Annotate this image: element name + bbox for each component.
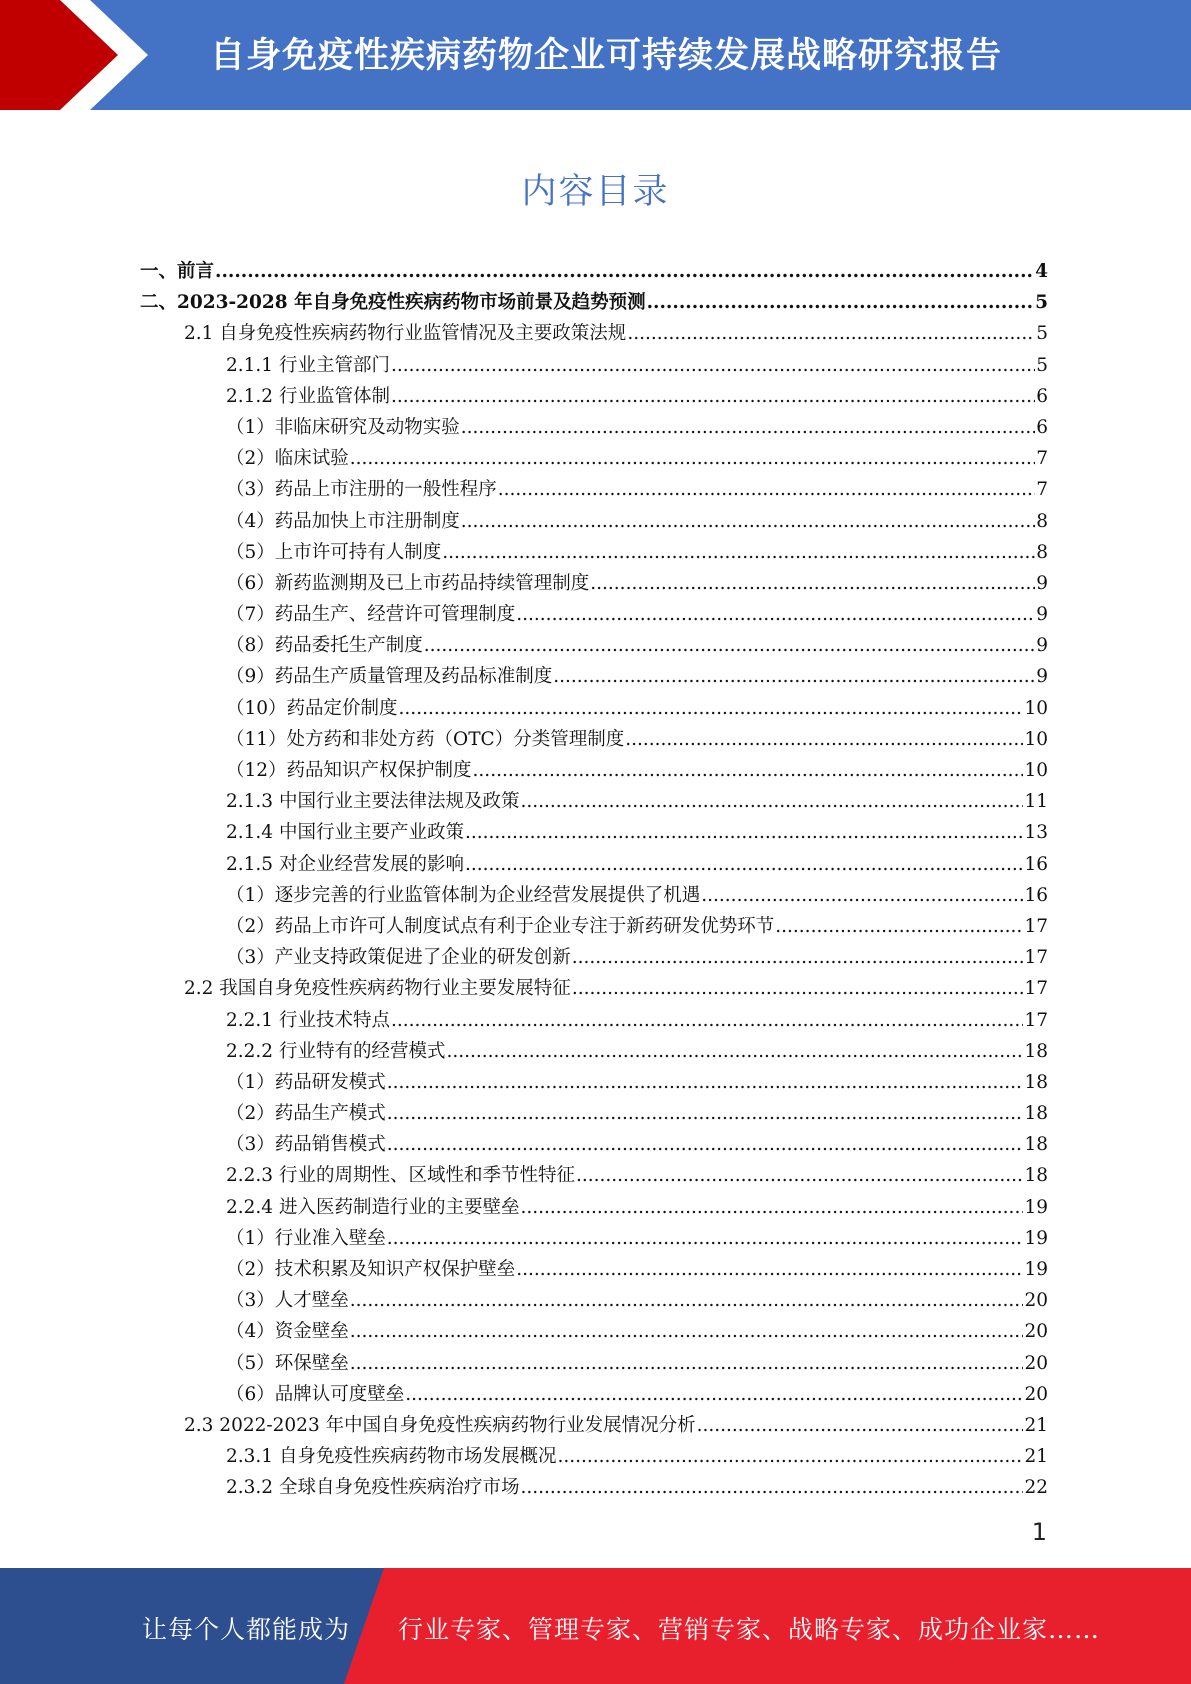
toc-entry-label: （5）上市许可持有人制度 [226, 541, 442, 563]
toc-entry-page: 7 [1036, 448, 1048, 470]
toc-entry[interactable] [140, 817, 1048, 848]
toc-entry[interactable] [140, 755, 1048, 786]
toc-dot-leader [405, 1379, 1023, 1410]
toc-entry-page: 9 [1036, 572, 1048, 594]
toc-entry[interactable] [140, 1005, 1048, 1036]
toc-dot-leader [215, 256, 1034, 287]
toc-entry-page: 16 [1024, 853, 1048, 875]
toc-entry-label: 2.3 2022-2023 年中国自身免疫性疾病药物行业发展情况分析 [184, 1414, 696, 1436]
toc-dot-leader [697, 1410, 1024, 1441]
toc-entry-page: 10 [1024, 760, 1048, 781]
toc-dot-leader [442, 537, 1035, 568]
toc-entry-page: 13 [1024, 822, 1048, 844]
toc-dot-leader [576, 1160, 1023, 1191]
toc-entry-label: （1）行业准入壁垒 [226, 1227, 386, 1249]
toc-entry-page: 21 [1024, 1446, 1048, 1468]
toc-entry-label: 2.3.1 自身免疫性疾病药物市场发展概况 [226, 1446, 557, 1468]
toc-entry-label: （6）品牌认可度壁垒 [226, 1383, 405, 1405]
toc-entry-label: 2.3.2 全球自身免疫性疾病治疗市场 [226, 1477, 520, 1499]
toc-entry-page: 21 [1024, 1414, 1048, 1436]
toc-entry-label: （3）人才壁垒 [226, 1290, 349, 1312]
table-of-contents [140, 256, 1048, 1504]
toc-dot-leader [557, 1441, 1023, 1472]
toc-entry-label: 2.1.2 行业监管体制 [226, 385, 390, 407]
toc-dot-leader [473, 755, 1024, 786]
toc-entry[interactable] [140, 350, 1048, 381]
toc-title: 内容目录 [521, 172, 670, 212]
toc-entry-page: 9 [1036, 666, 1048, 688]
toc-entry[interactable] [140, 630, 1048, 661]
toc-entry-label: （10）药品定价制度 [226, 697, 398, 719]
toc-entry-label: 2.1.4 中国行业主要产业政策 [226, 822, 464, 844]
toc-entry-label: （9）药品生产质量管理及药品标准制度 [226, 666, 553, 688]
toc-entry-label: 2.1.3 中国行业主要法律法规及政策 [226, 791, 520, 813]
toc-entry-label: （2）药品上市许可人制度试点有利于企业专注于新药研发优势环节 [226, 915, 775, 937]
toc-entry-label: （2）临床试验 [226, 448, 349, 470]
toc-entry[interactable] [140, 693, 1048, 724]
toc-entry-label: 2.2.1 行业技术特点 [226, 1009, 390, 1031]
toc-entry[interactable] [140, 537, 1048, 568]
toc-entry-label: （1）药品研发模式 [226, 1071, 386, 1093]
toc-entry[interactable] [140, 287, 1048, 318]
toc-dot-leader [399, 693, 1024, 724]
toc-entry[interactable] [140, 1192, 1048, 1223]
toc-entry-label: （7）药品生产、经营许可管理制度 [226, 604, 516, 626]
toc-entry-page: 18 [1024, 1165, 1048, 1187]
toc-entry[interactable] [140, 1223, 1048, 1254]
toc-entry-label: （2）药品生产模式 [226, 1103, 386, 1125]
toc-entry-label: （5）环保壁垒 [226, 1352, 349, 1374]
toc-entry[interactable] [140, 849, 1048, 880]
toc-entry[interactable] [140, 1379, 1048, 1410]
toc-entry-page: 6 [1036, 416, 1048, 438]
toc-entry-label: （3）药品上市注册的一般性程序 [226, 479, 497, 501]
toc-entry-label: （8）药品委托生产制度 [226, 635, 423, 657]
toc-entry[interactable] [140, 599, 1048, 630]
toc-dot-leader [572, 973, 1024, 1004]
toc-entry[interactable] [140, 1160, 1048, 1191]
toc-entry[interactable] [140, 474, 1048, 505]
toc-entry-page: 18 [1024, 1103, 1048, 1125]
toc-dot-leader [461, 412, 1035, 443]
toc-entry-label: （11）处方药和非处方药（OTC）分类管理制度 [226, 728, 625, 750]
toc-entry-page: 17 [1024, 915, 1048, 937]
toc-entry-label: （3）药品销售模式 [226, 1134, 386, 1156]
toc-entry[interactable] [140, 1348, 1048, 1379]
toc-entry-page: 18 [1024, 1071, 1048, 1093]
toc-entry-page: 16 [1024, 884, 1048, 906]
page-footer [0, 1568, 1191, 1684]
toc-entry-page: 18 [1024, 1040, 1048, 1062]
toc-entry[interactable] [140, 1129, 1048, 1160]
toc-dot-leader [350, 443, 1035, 474]
toc-dot-leader [647, 287, 1035, 318]
toc-entry-page: 8 [1036, 510, 1048, 532]
toc-entry-page: 18 [1024, 1134, 1048, 1156]
toc-entry-page: 9 [1036, 604, 1048, 626]
toc-entry-page: 19 [1024, 1259, 1048, 1280]
toc-entry-label: （4）资金壁垒 [226, 1321, 349, 1343]
toc-dot-leader [627, 318, 1035, 349]
toc-entry-page: 11 [1024, 791, 1048, 813]
toc-dot-leader [350, 1348, 1024, 1379]
toc-entry[interactable] [140, 1410, 1048, 1441]
toc-dot-leader [572, 942, 1024, 973]
toc-entry[interactable] [140, 724, 1048, 755]
toc-entry-label: 2.2.2 行业特有的经营模式 [226, 1040, 446, 1062]
toc-dot-leader [387, 1223, 1024, 1254]
toc-entry[interactable] [140, 568, 1048, 599]
toc-entry-page: 10 [1024, 728, 1048, 750]
toc-entry-page: 20 [1024, 1383, 1048, 1405]
toc-entry-page: 20 [1024, 1321, 1048, 1343]
toc-dot-leader [520, 1192, 1023, 1223]
toc-dot-leader [498, 474, 1035, 505]
toc-dot-leader [391, 350, 1035, 381]
toc-dot-leader [391, 381, 1035, 412]
toc-entry-page: 17 [1024, 978, 1048, 1000]
toc-entry[interactable] [140, 506, 1048, 537]
toc-entry-page: 8 [1036, 541, 1048, 563]
toc-entry-label: 一、前言 [140, 261, 215, 282]
toc-entry[interactable] [140, 973, 1048, 1004]
toc-entry[interactable] [140, 1285, 1048, 1316]
toc-entry-label: 2.1 自身免疫性疾病药物行业监管情况及主要政策法规 [184, 323, 627, 345]
toc-entry-label: 2.1.1 行业主管部门 [226, 354, 390, 376]
toc-dot-leader [391, 1005, 1023, 1036]
toc-dot-leader [465, 817, 1023, 848]
toc-entry-label: （12）药品知识产权保护制度 [226, 760, 472, 781]
toc-entry[interactable] [140, 1472, 1048, 1503]
toc-dot-leader [625, 724, 1023, 755]
toc-dot-leader [701, 880, 1023, 911]
toc-dot-leader [350, 1285, 1024, 1316]
toc-entry-page: 19 [1024, 1196, 1048, 1218]
toc-entry[interactable] [140, 412, 1048, 443]
toc-dot-leader [520, 786, 1023, 817]
toc-entry-label: （2）技术积累及知识产权保护壁垒 [226, 1259, 516, 1280]
toc-entry[interactable] [140, 381, 1048, 412]
toc-dot-leader [553, 661, 1035, 692]
toc-dot-leader [590, 568, 1035, 599]
toc-entry[interactable] [140, 256, 1048, 287]
toc-entry-label: 二、2023-2028 年自身免疫性疾病药物市场前景及趋势预测 [140, 292, 646, 314]
toc-entry-label: 2.2 我国自身免疫性疾病药物行业主要发展特征 [184, 978, 571, 1000]
toc-entry-label: （4）药品加快上市注册制度 [226, 510, 460, 532]
toc-entry-page: 7 [1036, 479, 1048, 501]
toc-entry-label: 2.2.4 进入医药制造行业的主要壁垒 [226, 1196, 520, 1218]
toc-entry-page: 9 [1036, 635, 1048, 657]
toc-entry[interactable] [140, 786, 1048, 817]
toc-dot-leader [461, 506, 1035, 537]
toc-entry[interactable] [140, 318, 1048, 349]
toc-entry[interactable] [140, 1254, 1048, 1285]
toc-entry-page: 19 [1024, 1227, 1048, 1249]
toc-entry[interactable] [140, 942, 1048, 973]
toc-entry-page: 17 [1024, 947, 1048, 969]
report-title: 自身免疫性疾病药物企业可持续发展战略研究报告 [210, 36, 1003, 76]
toc-entry[interactable] [140, 1316, 1048, 1347]
toc-dot-leader [520, 1472, 1023, 1503]
toc-entry-page: 17 [1024, 1009, 1048, 1031]
toc-entry[interactable] [140, 443, 1048, 474]
toc-entry[interactable] [140, 880, 1048, 911]
toc-entry-page: 20 [1024, 1290, 1048, 1312]
toc-dot-leader [350, 1316, 1024, 1347]
toc-entry-page: 6 [1036, 385, 1048, 407]
toc-dot-leader [387, 1098, 1024, 1129]
toc-entry-label: （1）非临床研究及动物实验 [226, 416, 460, 438]
toc-entry-page: 5 [1036, 323, 1048, 345]
toc-entry-page: 10 [1024, 697, 1048, 719]
toc-entry-page: 20 [1024, 1352, 1048, 1374]
toc-dot-leader [775, 911, 1023, 942]
footer-slogan-left: 让每个人都能成为 [142, 1615, 351, 1644]
toc-dot-leader [516, 599, 1035, 630]
page-header [0, 0, 1191, 110]
toc-entry-label: 2.1.5 对企业经营发展的影响 [226, 853, 464, 875]
toc-entry-page: 22 [1024, 1477, 1048, 1499]
toc-entry[interactable] [140, 911, 1048, 942]
toc-entry-label: （6）新药监测期及已上市药品持续管理制度 [226, 572, 590, 594]
toc-dot-leader [387, 1129, 1024, 1160]
toc-dot-leader [516, 1254, 1023, 1285]
toc-entry-label: （3）产业支持政策促进了企业的研发创新 [226, 947, 571, 969]
toc-entry[interactable] [140, 1067, 1048, 1098]
header-chevron-decoration [0, 0, 160, 110]
toc-dot-leader [387, 1067, 1024, 1098]
footer-slogan-right: 行业专家、管理专家、营销专家、战略专家、成功企业家…… [398, 1615, 1101, 1644]
toc-entry[interactable] [140, 661, 1048, 692]
toc-dot-leader [465, 849, 1023, 880]
toc-entry[interactable] [140, 1441, 1048, 1472]
page-number: 1 [1031, 1518, 1047, 1546]
toc-entry-page: 4 [1035, 261, 1048, 282]
toc-entry-label: （1）逐步完善的行业监管体制为企业经营发展提供了机遇 [226, 884, 701, 906]
toc-entry-label: 2.2.3 行业的周期性、区域性和季节性特征 [226, 1165, 575, 1187]
toc-entry[interactable] [140, 1036, 1048, 1067]
toc-entry[interactable] [140, 1098, 1048, 1129]
toc-dot-leader [424, 630, 1035, 661]
toc-dot-leader [446, 1036, 1023, 1067]
toc-entry-page: 5 [1035, 292, 1048, 314]
toc-entry-page: 5 [1036, 354, 1048, 376]
